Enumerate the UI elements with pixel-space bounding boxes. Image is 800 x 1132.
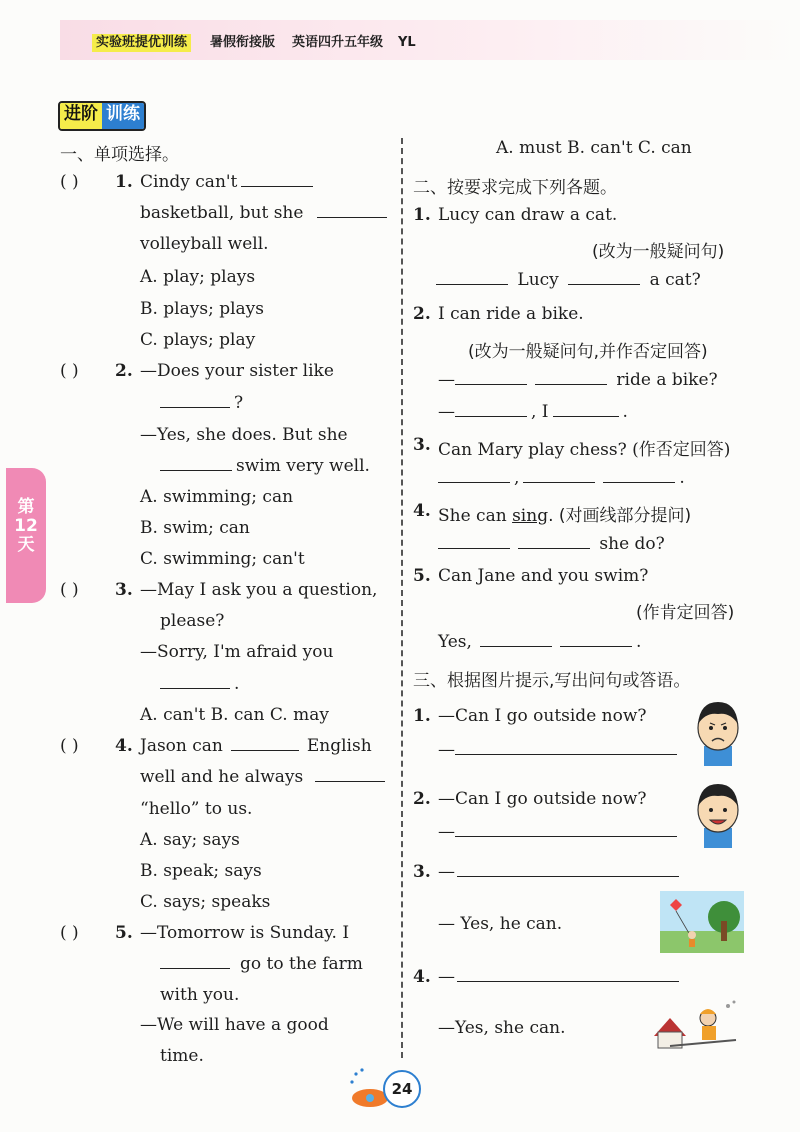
answer-blank[interactable] <box>560 645 632 647</box>
answer-line[interactable] <box>457 875 679 877</box>
page-number: 24 <box>383 1070 421 1108</box>
q1-option-a: A. play; plays <box>140 267 256 287</box>
p3-i4-num: 4. <box>413 967 431 987</box>
p2-i5-end: . <box>635 632 642 652</box>
series-badge: 实验班提优训练 <box>92 34 191 52</box>
answer-blank[interactable] <box>523 481 595 483</box>
p2-i2-num: 2. <box>413 304 431 324</box>
answer-line[interactable] <box>457 980 679 982</box>
answer-blank[interactable] <box>568 283 640 285</box>
q2-line1: —Does your sister like <box>140 361 334 381</box>
q3-options: A. can't B. can C. may <box>140 705 329 725</box>
q5-line3: with you. <box>160 985 240 1005</box>
q1-option-b: B. plays; plays <box>140 299 264 319</box>
p3-i4-dash: — <box>438 967 455 987</box>
p2-i4-num: 4. <box>413 501 431 521</box>
p3-i4-answer: —Yes, she can. <box>438 1018 566 1038</box>
p2-i3-num: 3. <box>413 435 431 455</box>
girl-skiing-picture <box>650 996 740 1054</box>
answer-blank[interactable] <box>160 469 232 471</box>
q4-option-b: B. speak; says <box>140 861 262 881</box>
p3-i1-text: —Can I go outside now? <box>438 706 647 726</box>
p3-i2-num: 2. <box>413 789 431 809</box>
answer-line[interactable] <box>455 835 677 837</box>
p2-i1-hint: (改为一般疑问句) <box>592 242 725 262</box>
q4-line1b: English <box>306 736 372 756</box>
p2-i5-num: 5. <box>413 566 431 586</box>
q4-num: 4. <box>115 736 133 756</box>
answer-blank[interactable] <box>438 547 510 549</box>
day-side-tab <box>6 468 46 603</box>
p2-i1-text: Lucy can draw a cat. <box>438 205 618 225</box>
answer-blank[interactable] <box>436 283 508 285</box>
p3-i3-dash: — <box>438 862 455 882</box>
p2-i2-text: I can ride a bike. <box>438 304 584 324</box>
q2-line4: swim very well. <box>236 456 370 476</box>
side-tab-line3: 天 <box>17 535 35 555</box>
p2-i3-comma: , <box>514 468 520 488</box>
q3-paren: ( ) <box>60 580 79 600</box>
p2-i2-hint: (改为一般疑问句,并作否定回答) <box>468 342 708 362</box>
side-tab-line2: 12 <box>14 516 38 536</box>
q3-num: 3. <box>115 580 133 600</box>
q1-line1: Cindy can't <box>140 172 238 192</box>
answer-blank[interactable] <box>553 415 619 417</box>
q3-line1: —May I ask you a question, <box>140 580 378 600</box>
q5-paren: ( ) <box>60 923 79 943</box>
q5-num: 5. <box>115 923 133 943</box>
subject-label: 英语四升五年级 <box>292 35 384 50</box>
p2-i2-end2: . <box>622 402 628 422</box>
q1-option-c: C. plays; play <box>140 330 256 350</box>
p2-i2-mid2: , I <box>531 402 549 422</box>
section-tag-part1: 进阶 <box>60 103 102 129</box>
section-tag-part2: 训练 <box>102 103 144 129</box>
p2-i4-underlined: sing <box>512 506 549 526</box>
q4-option-a: A. say; says <box>140 830 240 850</box>
p2-i4-post: . (对画线部分提问) <box>548 506 692 526</box>
p3-i3-num: 3. <box>413 862 431 882</box>
boy-flying-kite-picture <box>660 891 744 953</box>
column-divider <box>401 138 403 1058</box>
q4-line3: “hello” to us. <box>140 799 253 819</box>
p2-i5-text: Can Jane and you swim? <box>438 566 649 586</box>
answer-blank[interactable] <box>160 406 230 408</box>
q1-paren: ( ) <box>60 172 79 192</box>
q1-num: 1. <box>115 172 133 192</box>
p2-i4-pre: She can <box>438 506 513 526</box>
answer-blank[interactable] <box>603 481 675 483</box>
q2-option-c: C. swimming; can't <box>140 549 305 569</box>
happy-boy-picture <box>690 776 746 848</box>
part2-title: 二、按要求完成下列各题。 <box>413 178 617 198</box>
p2-i1-mid: Lucy <box>517 270 559 290</box>
p3-i2-dash: — <box>438 822 455 842</box>
q2-line3: —Yes, she does. But she <box>140 425 348 445</box>
q2-option-a: A. swimming; can <box>140 487 294 507</box>
p2-i2-dash2: — <box>438 402 455 422</box>
answer-blank[interactable] <box>317 216 387 218</box>
p3-i2-text: —Can I go outside now? <box>438 789 647 809</box>
q4-paren: ( ) <box>60 736 79 756</box>
answer-blank[interactable] <box>480 645 552 647</box>
q3-line3: —Sorry, I'm afraid you <box>140 642 334 662</box>
p2-i5-pre: Yes, <box>438 632 472 652</box>
q5-options: A. must B. can't C. can <box>496 138 692 158</box>
q5-line2: go to the farm <box>240 954 363 974</box>
edition-label: 暑假衔接版 <box>210 35 276 50</box>
part3-title: 三、根据图片提示,写出问句或答语。 <box>413 671 691 691</box>
p3-i1-dash: — <box>438 740 455 760</box>
q2-option-b: B. swim; can <box>140 518 250 538</box>
p2-i2-end: ride a bike? <box>616 370 718 390</box>
answer-blank[interactable] <box>241 185 313 187</box>
q4-option-c: C. says; speaks <box>140 892 271 912</box>
q2-num: 2. <box>115 361 133 381</box>
answer-blank[interactable] <box>535 383 607 385</box>
q2-line2: ? <box>234 393 244 413</box>
answer-line[interactable] <box>455 753 677 755</box>
answer-blank[interactable] <box>518 547 590 549</box>
q2-paren: ( ) <box>60 361 79 381</box>
answer-blank[interactable] <box>455 383 527 385</box>
answer-blank[interactable] <box>231 749 299 751</box>
q4-line1a: Jason can <box>140 736 223 756</box>
sad-boy-picture <box>690 694 746 766</box>
side-tab-line1: 第 <box>17 497 35 517</box>
p2-i2-dash: — <box>438 370 455 390</box>
p2-i3-text: Can Mary play chess? (作否定回答) <box>438 440 731 460</box>
q3-line4: . <box>234 674 240 694</box>
answer-blank[interactable] <box>315 780 385 782</box>
q5-line1: —Tomorrow is Sunday. I <box>140 923 350 943</box>
code-label: YL <box>398 35 416 50</box>
answer-blank[interactable] <box>160 687 230 689</box>
p3-i3-answer: — Yes, he can. <box>438 914 563 934</box>
section-tag <box>58 101 146 131</box>
p2-i4-end: she do? <box>599 534 665 554</box>
answer-blank[interactable] <box>160 967 230 969</box>
q1-line3: volleyball well. <box>140 234 269 254</box>
p3-i1-num: 1. <box>413 706 431 726</box>
answer-blank[interactable] <box>438 481 510 483</box>
q4-line2: well and he always <box>140 767 304 787</box>
answer-blank[interactable] <box>455 415 527 417</box>
p2-i1-end: a cat? <box>649 270 701 290</box>
p2-i5-hint: (作肯定回答) <box>636 603 735 623</box>
q5-line4: —We will have a good <box>140 1015 329 1035</box>
q1-line2: basketball, but she <box>140 203 304 223</box>
p2-i3-end: . <box>679 468 685 488</box>
part1-title: 一、单项选择。 <box>60 145 179 165</box>
q5-line5: time. <box>160 1046 204 1066</box>
q3-line2: please? <box>160 611 225 631</box>
p2-i1-num: 1. <box>413 205 431 225</box>
